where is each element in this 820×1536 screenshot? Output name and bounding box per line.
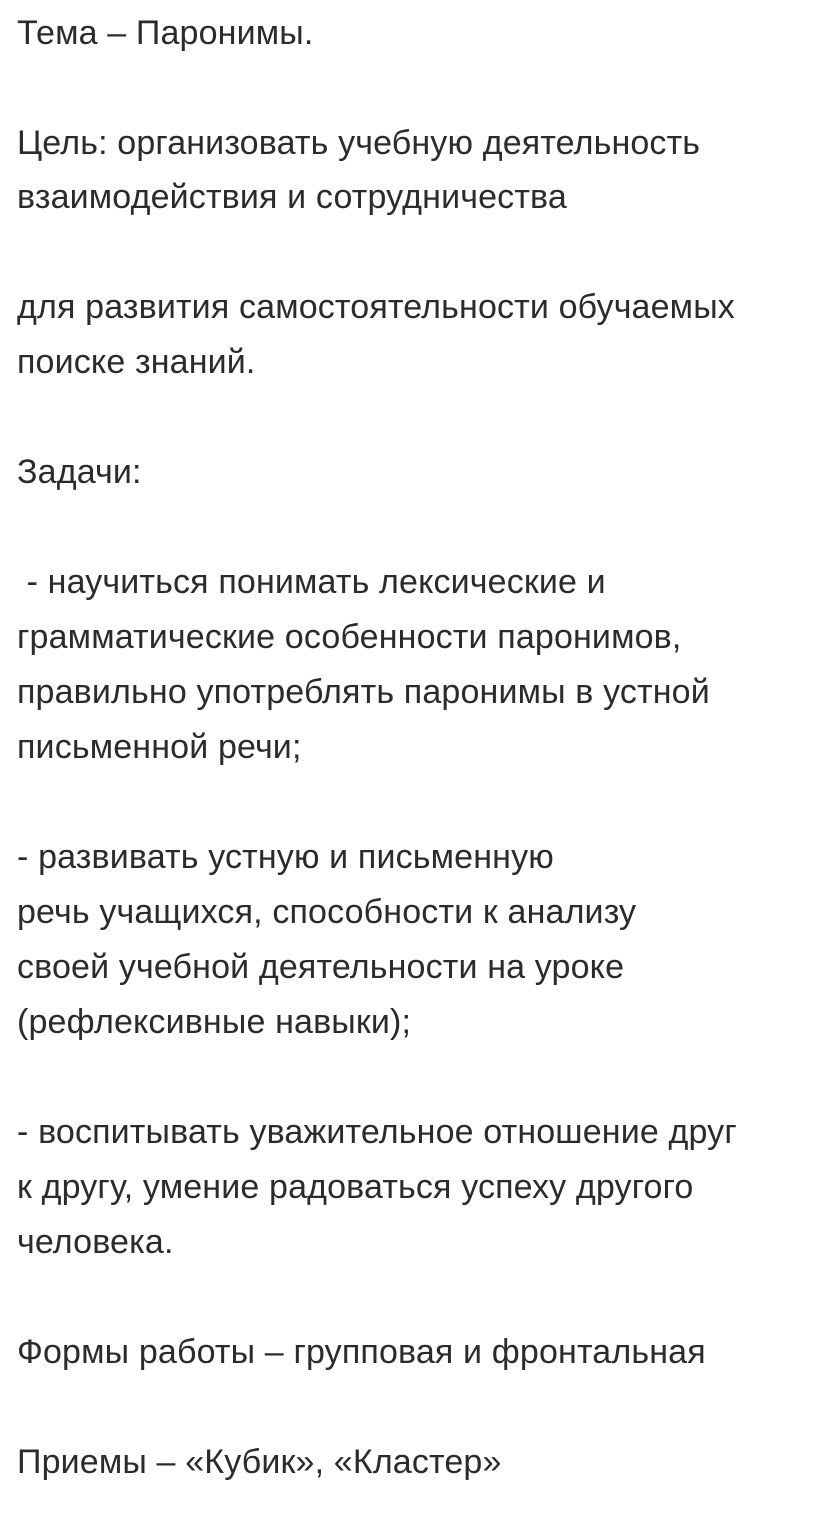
task-line: письменной речи; bbox=[17, 728, 302, 766]
goal-line: Цель: организовать учебную деятельность bbox=[17, 124, 701, 162]
tasks-heading: Задачи: bbox=[17, 453, 142, 491]
task-line: человека. bbox=[17, 1223, 174, 1261]
goal-line: взаимодействия и сотрудничества bbox=[17, 178, 567, 216]
goal-line: поиске знаний. bbox=[17, 343, 256, 381]
task-line: к другу, умение радоваться успеху другого bbox=[17, 1168, 694, 1206]
task-line: - развивать устную и письменную bbox=[17, 838, 554, 876]
task-line: речь учащихся, способности к анализу bbox=[17, 893, 637, 931]
task-line: - воспитывать уважительное отношение друг bbox=[17, 1113, 737, 1151]
goal-line: для развития самостоятельности обучаемых bbox=[17, 288, 735, 326]
task-line: правильно употреблять паронимы в устной bbox=[17, 673, 710, 711]
task-line: грамматические особенности паронимов, bbox=[17, 618, 682, 656]
task-line: - научиться понимать лексические и bbox=[17, 563, 606, 601]
techniques-line: Приемы – «Кубик», «Кластер» bbox=[17, 1443, 502, 1481]
topic-line: Тема – Паронимы. bbox=[17, 14, 314, 52]
task-line: своей учебной деятельности на уроке bbox=[17, 948, 625, 986]
task-line: (рефлексивные навыки); bbox=[17, 1003, 412, 1041]
forms-line: Формы работы – групповая и фронтальная bbox=[17, 1333, 706, 1371]
